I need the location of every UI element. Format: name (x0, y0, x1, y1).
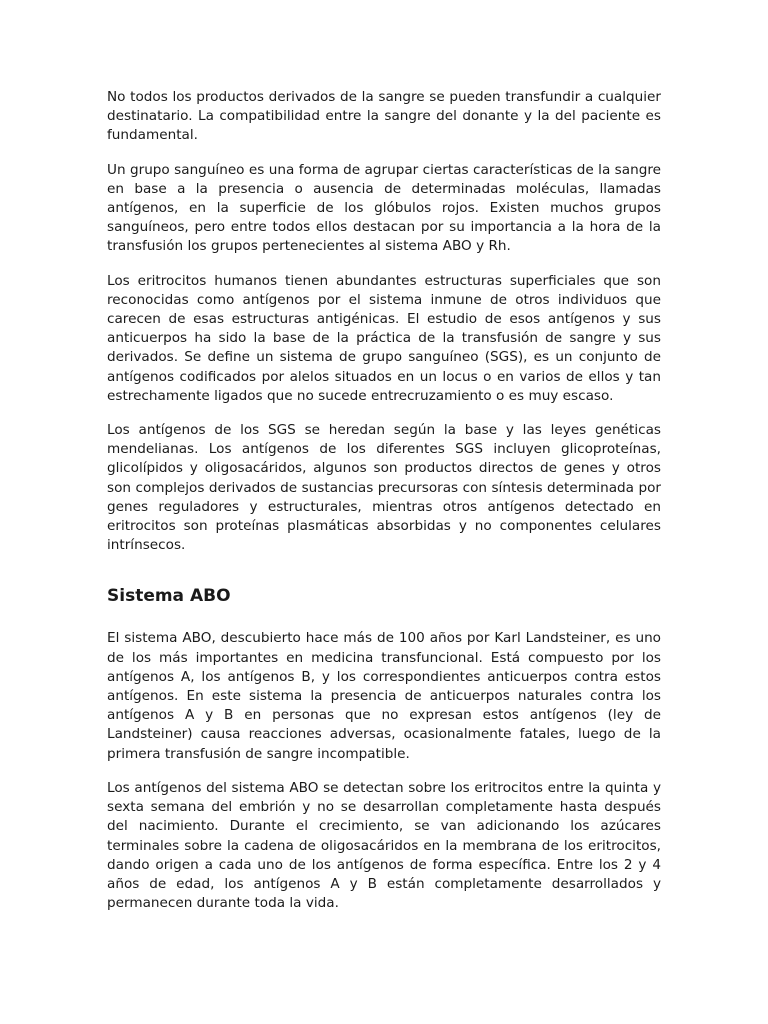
section-heading-abo: Sistema ABO (107, 586, 231, 607)
paragraph-compatibility: No todos los productos derivados de la sangre se pueden transfundir a cualquier destinatario. La compatibilidad entre la sangre del donante y la del paciente es fundamental. (107, 89, 661, 144)
paragraph-abo-development: Los antígenos del sistema ABO se detectan sobre los eritrocitos entre la quinta y sexta semana del embrión y no se desarrollan completamente hasta después del nacimiento. Durante el crecimiento, se van adicionando los azúcares terminales sobre la cadena de oligosacáridos en la membrana de los eritrocitos, dando origen a cada uno de los antígenos de forma específica. Entre los 2 y 4 años de edad, los antígenos A y B están completamente desarrollados y permanecen durante toda la vida. (107, 779, 661, 912)
paragraph-sgs-inheritance: Los antígenos de los SGS se heredan según la base y las leyes genéticas mendelianas. Los antígenos de los diferentes SGS incluyen glicoproteínas, glicolípidos y oligosacáridos, algunos son productos directos de genes y otros son complejos derivados de sustancias precursoras con síntesis determinada por genes reguladores y estructurales, mientras otros antígenos detectado en eritrocitos son proteínas plasmáticas absorbidas y no componentes celulares intrínsecos. (107, 422, 661, 554)
paragraph-blood-group-definition: Un grupo sanguíneo es una forma de agrupar ciertas características de la sangre en base a la presencia o ausencia de determinadas moléculas, llamadas antígenos, en la superficie de los glóbulos rojos. Existen muchos grupos sanguíneos, pero entre todos ellos destacan por su importancia a la hora de la transfusión los grupos pertenecientes al sistema ABO y Rh. (107, 161, 661, 255)
paragraph-erythrocyte-antigens: Los eritrocitos humanos tienen abundantes estructuras superficiales que son reconocidas como antígenos por el sistema inmune de otros individuos que carecen de esas estructuras antigénicas. El estudio de esos antígenos y sus anticuerpos ha sido la base de la práctica de la transfusión de sangre y sus derivados. Se define un sistema de grupo sanguíneo (SGS), es un conjunto de antígenos codificados por alelos situados en un locus o en varios de ellos y tan estrechamente ligados que no sucede entrecruzamiento o es muy escaso. (107, 272, 661, 404)
paragraph-abo-discovery: El sistema ABO, descubierto hace más de 100 años por Karl Landsteiner, es uno de los más importantes en medicina transfuncional. Está compuesto por los antígenos A, los antígenos B, y los correspondientes anticuerpos contra estos antígenos. En este sistema la presencia de anticuerpos naturales contra los antígenos A y B en personas que no expresan estos antígenos (ley de Landsteiner) causa reacciones adversas, ocasionalmente fatales, luego de la primera transfusión de sangre incompatible. (107, 630, 661, 762)
document-body (107, 88, 661, 928)
